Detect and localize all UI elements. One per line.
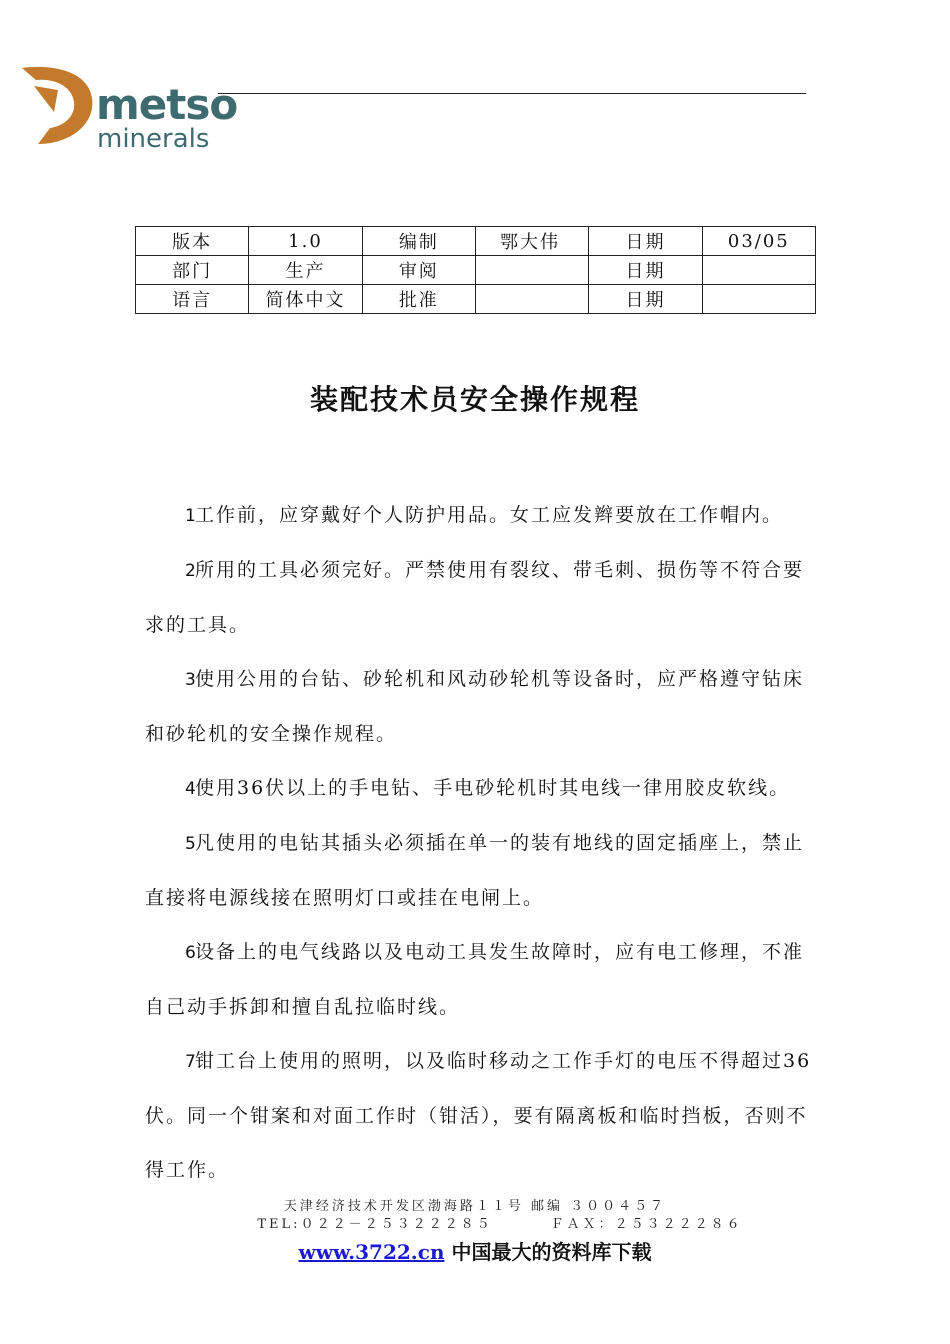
- rule-number: 5: [185, 834, 198, 854]
- table-cell: 日期: [589, 256, 702, 285]
- table-cell: 编制: [362, 227, 475, 256]
- page-footer: [0, 1198, 950, 1234]
- rule-number: 2: [185, 561, 198, 581]
- logo-wordmark-metso: metso: [96, 80, 238, 129]
- footer-contact: [0, 1216, 950, 1234]
- rule-text: 所用的工具必须完好。严禁使用有裂纹、带毛刺、损伤等不符合要求的工具。: [145, 559, 805, 636]
- table-cell: 日期: [589, 227, 702, 256]
- footer-tel: TEL:０２２－２５３２２２８５: [257, 1217, 493, 1232]
- table-row: [136, 256, 816, 285]
- rule-paragraph: [145, 652, 815, 761]
- table-cell: 版本: [136, 227, 249, 256]
- table-row: [136, 285, 816, 314]
- footer-slogan: 中国最大的资料库下载: [451, 1240, 652, 1264]
- rule-text: 使用36伏以上的手电钻、手电砂轮机时其电线一律用胶皮软线。: [195, 777, 791, 799]
- table-row: [136, 227, 816, 256]
- table-cell: 审阅: [362, 256, 475, 285]
- rule-number: 6: [185, 943, 198, 963]
- document-body: [145, 488, 815, 1197]
- footer-promo: [0, 1236, 950, 1265]
- footer-address: 天津经济技术开发区渤海路１１号 邮编 ３００４５７: [283, 1199, 667, 1214]
- rule-paragraph: [145, 1034, 815, 1197]
- site-link[interactable]: www.3722.cn: [298, 1240, 445, 1264]
- table-cell: 部门: [136, 256, 249, 285]
- rule-text: 钳工台上使用的照明，以及临时移动之工作手灯的电压不得超过36伏。同一个钳案和对面工作时（钳活），要有隔离板和临时挡板，否则不得工作。: [145, 1050, 812, 1181]
- rule-paragraph: [145, 925, 815, 1034]
- rule-paragraph: [145, 488, 815, 543]
- rule-number: 4: [185, 779, 198, 799]
- document-title: 装配技术员安全操作规程: [309, 383, 640, 416]
- rule-number: 7: [185, 1052, 198, 1072]
- rule-text: 工作前，应穿戴好个人防护用品。女工应发辫要放在工作帽内。: [195, 504, 784, 526]
- table-cell: 批准: [362, 285, 475, 314]
- rule-text: 设备上的电气线路以及电动工具发生故障时，应有电工修理，不准自己动手拆卸和擅自乱拉临时线。: [145, 941, 805, 1018]
- rule-paragraph: [145, 816, 815, 925]
- rule-paragraph: [145, 543, 815, 652]
- table-cell: 日期: [589, 285, 702, 314]
- logo-wordmark-minerals: minerals: [97, 124, 210, 154]
- table-cell: 鄂大伟: [475, 227, 588, 256]
- table-cell: 语言: [136, 285, 249, 314]
- table-cell: 1.0: [249, 227, 362, 256]
- table-cell: [475, 256, 588, 285]
- table-cell: [702, 285, 815, 314]
- header-rule: [218, 93, 806, 94]
- table-cell: 生产: [249, 256, 362, 285]
- rule-number: 3: [185, 670, 198, 690]
- rule-paragraph: [145, 761, 815, 816]
- metso-logo-mark-icon: [20, 64, 100, 146]
- rule-number: 1: [185, 506, 198, 526]
- footer-fax: ＦＡＸ：２５３２２２８６: [550, 1217, 743, 1232]
- rule-text: 凡使用的电钻其插头必须插在单一的装有地线的固定插座上，禁止直接将电源线接在照明灯口或挂在电闸上。: [145, 832, 805, 909]
- table-cell: 03/05: [702, 227, 815, 256]
- rule-text: 使用公用的台钻、砂轮机和风动砂轮机等设备时，应严格遵守钻床和砂轮机的安全操作规程。: [145, 668, 805, 745]
- table-cell: [702, 256, 815, 285]
- document-info-table: [135, 226, 816, 314]
- table-cell: [475, 285, 588, 314]
- table-cell: 简体中文: [249, 285, 362, 314]
